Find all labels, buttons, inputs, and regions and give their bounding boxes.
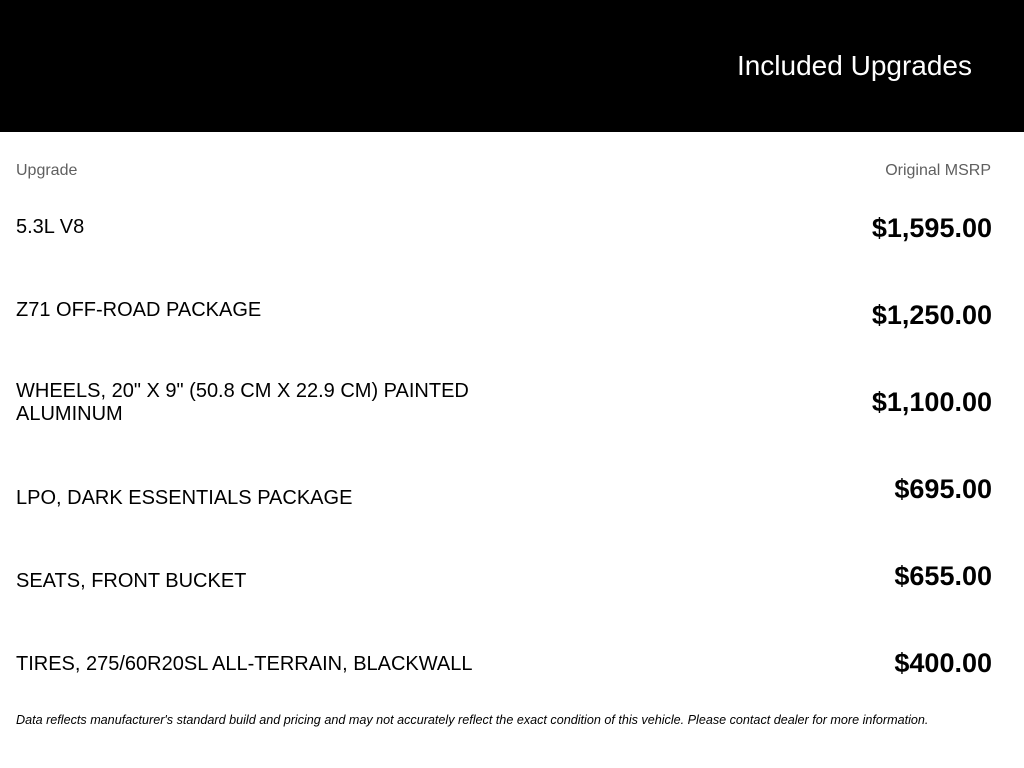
upgrade-price: $400.00: [894, 648, 992, 678]
upgrades-header: [0, 0, 1024, 132]
upgrade-price: $1,595.00: [871, 213, 992, 243]
upgrade-name: SEATS, FRONT BUCKET: [16, 570, 247, 592]
table-row: [0, 556, 1024, 616]
upgrade-price: $1,250.00: [871, 300, 992, 330]
table-row: [0, 469, 1024, 529]
upgrade-name: LPO, DARK ESSENTIALS PACKAGE: [16, 487, 353, 509]
table-row: [0, 643, 1024, 703]
table-row: [0, 208, 1024, 268]
upgrade-price: $1,100.00: [871, 387, 992, 417]
upgrade-name: Z71 OFF-ROAD PACKAGE: [16, 299, 262, 321]
column-header-upgrade: Upgrade: [16, 162, 78, 179]
upgrade-name: WHEELS, 20" X 9" (50.8 CM X 22.9 CM) PAINTED ALUMINUM: [16, 380, 469, 425]
upgrade-name: TIRES, 275/60R20SL ALL-TERRAIN, BLACKWALL: [16, 653, 473, 675]
table-row: [0, 382, 1024, 442]
upgrades-table: [0, 132, 1024, 768]
upgrade-price: $695.00: [894, 474, 992, 504]
disclaimer-text: Data reflects manufacturer's standard build and pricing and may not accurately reflect the exact condition of this vehicle. Please contact dealer for more information.: [16, 713, 929, 727]
table-row: [0, 295, 1024, 355]
page-title: Included Upgrades: [736, 50, 972, 81]
upgrade-name: 5.3L V8: [16, 216, 85, 238]
column-header-msrp: Original MSRP: [885, 162, 991, 179]
upgrade-price: $655.00: [894, 561, 992, 591]
